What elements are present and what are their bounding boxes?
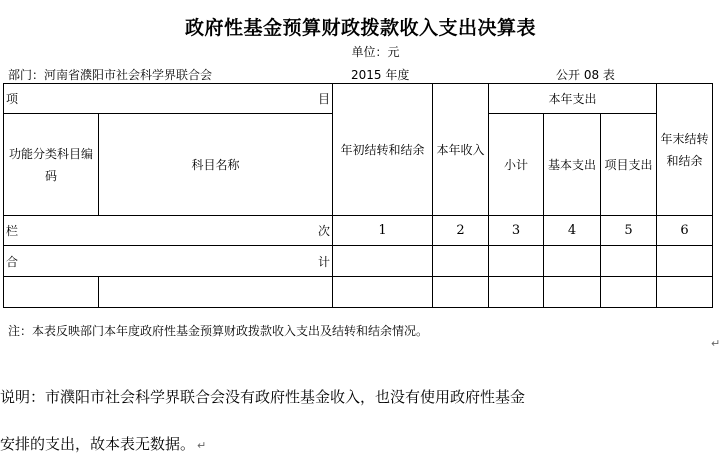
column-number-5: 5 <box>601 216 657 246</box>
empty-cell <box>4 277 99 308</box>
total-label-cell <box>4 246 333 277</box>
column-number-1: 1 <box>333 216 433 246</box>
empty-data-row <box>4 277 713 308</box>
department-label: 部门：河南省濮阳市社会科学界联合会 <box>8 68 213 82</box>
project-expense-header: 项目支出 <box>601 114 657 216</box>
column-number-label-cell <box>4 216 333 246</box>
item-header-cell <box>4 84 333 114</box>
paragraph-mark: ↵ <box>197 439 207 452</box>
total-cell <box>657 246 713 277</box>
budget-table <box>3 83 713 308</box>
column-number-2: 2 <box>433 216 489 246</box>
basic-expense-header: 基本支出 <box>544 114 601 216</box>
report-title: 政府性基金预算财政拨款收入支出决算表 <box>184 17 536 39</box>
explanation-line-1: 说明：市濮阳市社会科学界联合会没有政府性基金收入，也没有使用政府性基金 <box>0 388 526 406</box>
paragraph-mark: ↵ <box>711 337 721 350</box>
closing-balance-header-text: 年末结转和结余 <box>660 131 709 168</box>
func-code-header <box>4 114 99 216</box>
column-label-left: 栏 <box>6 224 19 238</box>
opening-balance-header: 年初结转和结余 <box>333 84 433 216</box>
total-cell <box>433 246 489 277</box>
column-number-3: 3 <box>489 216 544 246</box>
item-header-left: 项 <box>6 92 19 106</box>
form-code-label: 公开 08 表 <box>556 68 615 82</box>
total-cell <box>333 246 433 277</box>
item-header-right: 目 <box>317 92 330 106</box>
total-label-left: 合 <box>6 254 19 269</box>
unit-label: 单位：元 <box>351 45 400 59</box>
table-note: 注：本表反映部门本年度政府性基金预算财政拨款收入支出及结转和结余情况。 <box>8 324 429 338</box>
empty-cell <box>333 277 433 308</box>
current-income-header: 本年收入 <box>433 84 489 216</box>
total-label-right: 计 <box>317 254 330 269</box>
explanation-line-2-text: 安排的支出，故本表无数据。 <box>0 435 196 453</box>
closing-balance-header <box>657 84 713 216</box>
empty-cell <box>99 277 333 308</box>
empty-cell <box>544 277 601 308</box>
empty-cell <box>433 277 489 308</box>
current-expense-header: 本年支出 <box>489 84 657 114</box>
column-label-right: 次 <box>317 224 330 238</box>
total-cell <box>544 246 601 277</box>
empty-cell <box>601 277 657 308</box>
total-cell <box>601 246 657 277</box>
empty-cell <box>489 277 544 308</box>
subject-name-header: 科目名称 <box>99 114 333 216</box>
func-code-header-text: 功能分类科目编码 <box>8 146 93 183</box>
column-number-4: 4 <box>544 216 601 246</box>
fiscal-year-label: 2015 年度 <box>351 68 410 82</box>
column-number-row <box>4 216 713 246</box>
column-number-6: 6 <box>657 216 713 246</box>
total-cell <box>489 246 544 277</box>
total-row <box>4 246 713 277</box>
explanation-line-2 <box>0 433 206 454</box>
empty-cell <box>657 277 713 308</box>
subtotal-header: 小计 <box>489 114 544 216</box>
